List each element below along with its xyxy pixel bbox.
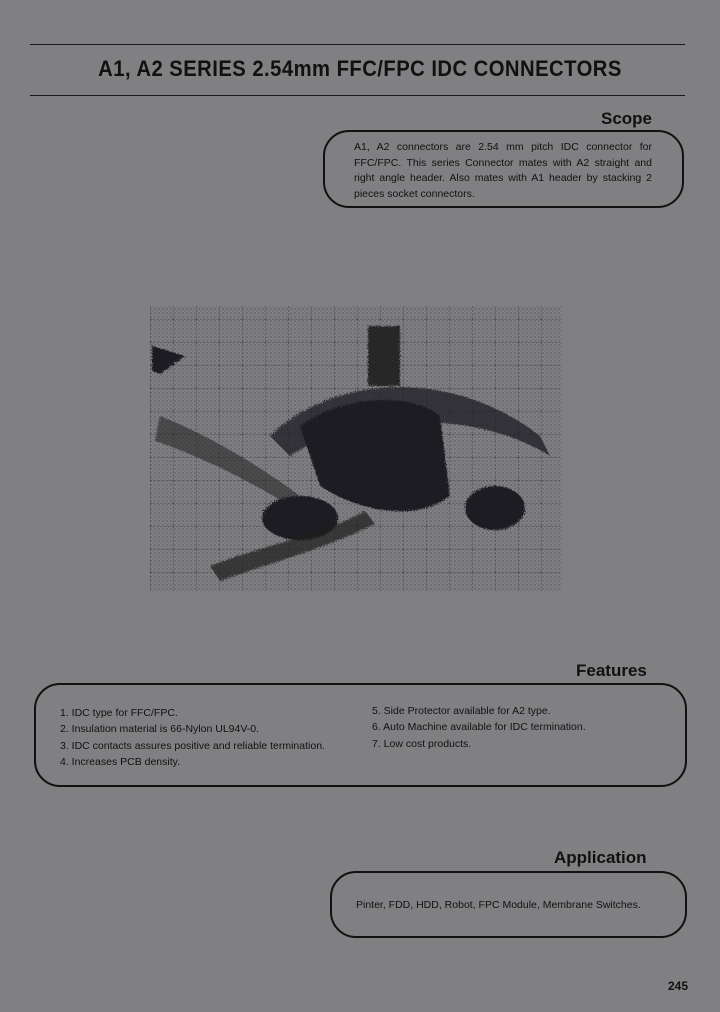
feature-item: 5. Side Protector available for A2 type. [372,705,551,717]
scope-text: A1, A2 connectors are 2.54 mm pitch IDC connector for FFC/FPC. This series Connector mates with A2 straight and right angle header. Also mates with A1 header by stacking 2 pieces socket connectors. [354,141,652,200]
feature-item: 3. IDC contacts assures positive and reliable termination. [60,739,325,752]
feature-item: 2. Insulation material is 66-Nylon UL94V-0. [60,723,260,736]
feature-item: 6. Auto Machine available for IDC termination. [372,721,586,734]
application-text: Pinter, FDD, HDD, Robot, FPC Module, Membrane Switches. [356,899,641,911]
features-heading: Features [576,661,647,680]
title-underline [30,95,685,96]
connector-product-photo [150,296,562,596]
page-title: A1, A2 SERIES 2.54mm FFC/FPC IDC CONNECTORS [98,56,622,81]
features-list-left [60,705,325,770]
feature-item: 4. Increases PCB density. [60,755,181,768]
top-rule [30,44,685,45]
feature-item: 1. IDC type for FFC/FPC. [60,707,178,719]
scope-heading: Scope [601,109,653,128]
page-number: 245 [668,979,689,993]
features-list-right [372,703,586,752]
application-heading: Application [554,848,647,867]
feature-item: 7. Low cost products. [372,737,472,750]
